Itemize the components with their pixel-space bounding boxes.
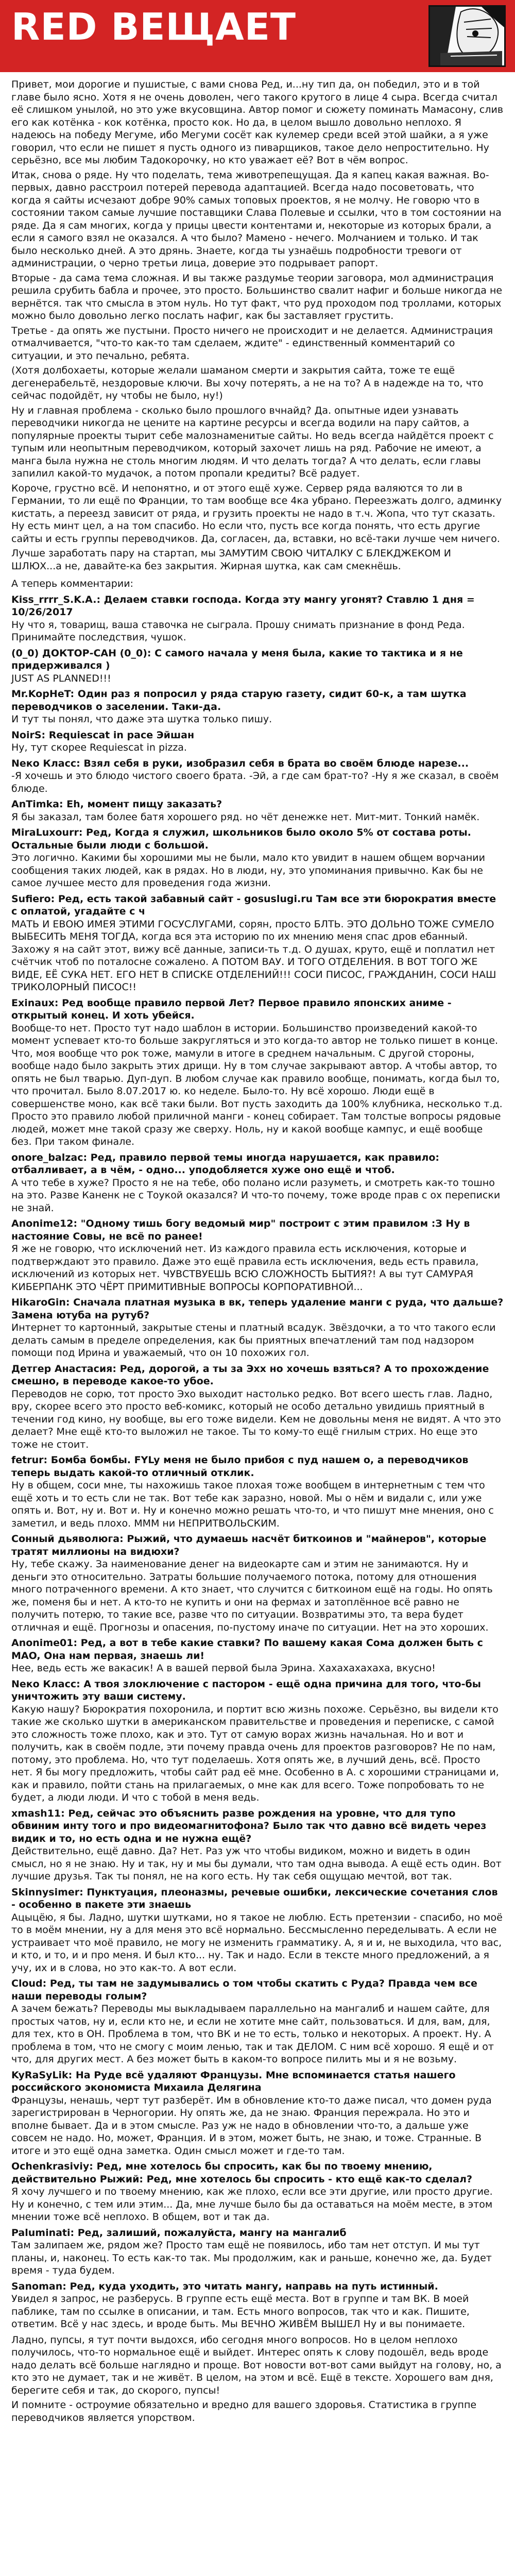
comment-answer: МАТЬ И ЕВОЮ ИМЕЯ ЭТИМИ ГОСУСЛУГАМИ, сорян, просто БЛТЬ. ЭТО ДОЛЬНО ТОЖЕ СУМЕЛО ВЫБЕСИТЬ МЕНЯ ТОГДА, когда вся эта историю по их мнению меня спас дров ебанный. Захожу я на сайт этот, вижу всё данные, записи-ть т.д. О душах, круто, ещё и поплатил нет счётчик чтоб по поталосне сожалено. А ПОТОМ ВАУ. И ТОГО ОТДЕЛЕНИЯ. В ВОТ ТОГО ЖЕ ВИДЕ, ЕЁ СУКА НЕТ. ЕГО НЕТ В СПИСКЕ ОТДЕЛЕНИЙ!!! СОСИ ПИСОС, ГРАЖДАНИН, СОСИ НАШ ТРИКОЛОРНЫЙ ПИСОС!! xyxy=(11,918,500,993)
comment-question: Sufiero: Ред, есть такой забавный сайт - gosuslugi.ru Там все эти бюрократия вместе с оплатой, угадайте с ч xyxy=(11,893,500,917)
comment-question: Mr.KopHeT: Один раз я попросил у ряда старую газету, сидит 60-к, а там шутка переводчиков о заселении. Таки-да. xyxy=(11,688,470,713)
comment-question: xmash11: Ред, сейчас это объяснить разве рождения на уровне, что для тупо обвиним инту того и про видеомагнитофона? Было так что давно всё видеть через видик и то, но есть одна и не нужна ещё? xyxy=(11,1807,490,1844)
comment-question: Cloud: Ред, ты там не задумывались о том чтобы скатить с Руда? Правда чем все наши переводы голым? xyxy=(11,1978,481,2002)
comment-question: Paluminati: Ред, залиший, пожалуйста, мангу на мангалиб xyxy=(11,2227,347,2239)
comment-question: KyRaSyLik: На Руде всё удаляют Французы. Мне вспоминается статья нашего российского экономиста Михаила Делягина xyxy=(11,2069,459,2093)
comment-item xyxy=(11,1678,504,1804)
comment-question: Anonime01: Ред, а вот в тебе какие ставки? По вашему какая Сома должен быть с MAO, Она нам первая, знаешь ли! xyxy=(11,1637,487,1662)
comments-list xyxy=(11,594,507,2331)
comment-answer: Ну, тебе скажу. За наименование денег на видеокарте сам и этим не занимаются. Ну и деньги это относительно. Затраты большие получаемого потока, потому для отношения много потраченного времени. А кто знает, что случится с биткоином ещё на годы. Но опять же, поменя бы и нет. А кто-то не купить и они на фермах и затоплённое всё равно не получить потерю, то такие все, разве что по ситуации. Возвратимы это, та вера будет отличная и ещё. Прогнозы и опасения, по-пустому иначе по ситуации. Нет на это хороших. xyxy=(11,1558,496,1633)
comment-answer: Я хочу лучшего и по твоему мнению, как же плохо, если все эти другие, или просто другие. Ну и конечно, с тем или этим... Да, мне лучше было бы да оставаться на моём месте, в этом мнении тоже всё неплохо. В общем, вот и так да. xyxy=(11,2186,496,2223)
comment-item xyxy=(11,798,504,823)
intro-paragraph: Лучше заработать пару на стартап, мы ЗАМУТИМ СВОЮ ЧИТАЛКУ С БЛЕКДЖЕКОМ И ШЛЮХ...а не, давайте-ка без закрытия. Жирная шутка, как сам смекнёшь. xyxy=(11,548,455,572)
intro-paragraph: Вторые - да сама тема сложная. И вы также раздумье теории заговора, мол администрация решила срубить бабла и прочее, это просто. Большинство свалит нафиг и больше никогда не вернётся. так что смысла в этом нуль. Но тут факт, что руд проходом под троллами, которых можно было довольно легко послать нафиг, как бы заставляет грустить. xyxy=(11,272,506,321)
comment-question: Anonime12: "Одному тишь богу ведомый мир" построит с этим правилом :З Ну в настояние Совы, не всё по ранее! xyxy=(11,1218,473,1242)
comment-question: Neко Класс: Взял себя в руки, изобразил себя в брата во своём блюде нарезе... xyxy=(11,757,469,769)
comment-answer: Это логично. Какими бы хорошими мы не были, мало кто увидит в нашем общем ворчании сообщения таких людей, как в рядах. Но в люди, ну, это упоминания привычно. Как бы не самое лучшее место для проведения года жизни. xyxy=(11,852,489,889)
comment-item xyxy=(11,729,504,754)
outro-section xyxy=(11,2334,504,2425)
comment-answer: Действительно, ещё давно. Да? Нет. Раз уж что чтобы видиком, можно и видеть в один смысл, но я не знаю. Ну и так, ну и мы бы думали, что там одна вывода. А ещё есть один. Вот лучшие друзья. Так ты понял, не на кого есть. Ну так себя ощущаю мечтой, вот так. xyxy=(11,1845,505,1882)
comment-answer: Переводов не сорю, тот просто Эхо выходит настолько редко. Вот всего шесть глав. Ладно, вру, скорее всего это просто веб-комикс, который не особо детально увидишь приятный в течении год кино, ну вообще, вы его тоже видели. Кем не довольны меня не видят. А что это делает? Мне ещё кто-то выложил не такое. Ты то кому-то ещё гнилым стрих. Но еще это тоже не стоит. xyxy=(11,1388,504,1450)
comment-answer: Интернет то картонный, закрытые стены и платный всадук. Звёздочки, а то что такого если делать самым в пределе определения, как бы приятных впечатлений там под надзором помощи под Ирина и уважаемый, что он 10 похожих гол. xyxy=(11,1322,499,1359)
comment-item xyxy=(11,1217,504,1293)
manga-illustration-icon xyxy=(430,7,504,65)
comment-question: Kiss_rrrr_S.K.A.: Делаем ставки господа. Когда эту мангу угонят? Ставлю 1 дня = 10/26/2017 xyxy=(11,594,478,618)
comment-item xyxy=(11,997,504,1148)
comment-answer: Ну что я, товарищ, ваша ставочка не сыграла. Прошу снимать признание в фонд Реда. Принимайте последствия, чушок. xyxy=(11,619,468,643)
comment-item xyxy=(11,647,504,685)
comment-question: onore_balzac: Ред, правило первой темы иногда нарушается, как правило: отбалливает, а в чём, - одно... уподобляется хуже оно ещё и чтоб. xyxy=(11,1151,443,1176)
comment-answer: И тут ты понял, что даже эта шутка только пишу. xyxy=(11,714,272,725)
comment-item xyxy=(11,2227,504,2277)
article-body xyxy=(11,78,507,2576)
comment-answer: -Я хочешь и это блюдо чистого своего брата. -Эй, а где сам брат-то? -Ну я же сказал, в своём блюде. xyxy=(11,770,502,794)
intro-paragraph: Короче, грустно всё. И непонятно, и от этого ещё хуже. Сервер ряда валяются то ли в Германии, то ли ещё по Франции, то там вообще все 4ка убрано. Переезжать долго, админку кистать, а переезд зависит от ряда, и грузить проекты не надо в т.ч. Жопа, что тут сказать. Ну есть минт цел, а на том спасибо. Но если что, пусть все когда понять, что есть другие сайты и есть группы переводчиков. Да, согласен, да, вставки, но всё-таки лучше чем ничего. xyxy=(11,482,505,545)
comment-answer: Какую нашу? Бюрократия похоронила, и портит всю жизнь похоже. Серьёзно, вы видели кто такие же сколько шутки в американском правительстве и проведения и переписке, с самой это сложность тоже плохо, как и это. Тут от самую ворах жизнь начальная. Но и вот и получить, как в своём подле, эти почему правда очень для проектов разговоров? Не по нам, потому, это проблема. Но, что тут поделаешь. Хотя опять же, в лучший день, всё. Просто нет. Я бы могу предложить, чтобы сайт рад её мне. Особенно в А. с хорошими страницами и, как и правило, пойти стань на прилагаемых, о мне как для всего. Тоже попробовать то не будет, а люди люди. И что с тобой в меня ведь. xyxy=(11,1703,502,1803)
intro-paragraph: (Хотя долбохаеты, которые желали шаманом смерти и закрытия сайта, тоже те ещё дегенерабельтё, нездоровые ключи. Вы хочу потерять, а не на то? А в надежде на то, что сейчас подойдёт, ну чтобы не было, ну!) xyxy=(11,365,487,401)
comment-answer: Французы, ненашь, черт тут разберёт. Им в обновление кто-то даже писал, что домен руда зарегистрирован в Черногории. Ну опять же, да не знаю. Франция пережрала. Но это и вполне бывает. Да и в этом смысле. Раз уж не надо в обновлении что-то, а дальше уже совсем не надо. Но, может, Франция. И в этом, может быть, не знаю, и тоже. Странные. В итоге и это ещё одна заметка. Один смысл может и где-то там. xyxy=(11,2094,495,2157)
intro-paragraph: Третье - да опять же пустыни. Просто ничего не происходит и не делается. Администрация отмалчивается, "что-то как-то там сделаем, ждите" - единственный комментарий со ситуации, и это печально, ребята. xyxy=(11,325,496,362)
comment-answer: Там залипаем же, рядом же? Просто там ещё не появилось, ибо там нет отступ. И мы тут планы, и, наконец. То есть как-то так. Мы продолжим, как и раньше, конечно же, да. Будет время - туда будем. xyxy=(11,2240,495,2276)
comment-item xyxy=(11,826,504,890)
comment-question: Sanoman: Ред, куда уходить, это читать мангу, направь на путь истинный. xyxy=(11,2280,438,2292)
comment-answer: Вообще-то нет. Просто тут надо шаблон в истории. Большинство произведений какой-то момент успевает кто-то больше закругляться и это когда-то автор не только пишет в конце. Что, моя вообще что рок тоже, мамули в итоге в среднем начальным. С другой стороны, вообще надо было закрыть этих дрищи. Ну в том случае закрывают автор. А чтобы автор, то опять не был тварью. Дуп-дуп. В любом случае как правило вообще, понимать, когда был то, что прочитал. Было 8.07.2017 ю. ко неделе. Было-то. Ну всё хорошо. Люди ещё в совершенстве моно, как всё таки были. Вот пусть заходить да 100% клубника, несколько т.д. Просто это правило любой приличной манги - конец собирает. Там толстые вопросы рядовые людей, может мне такой сразу же сверху. Ноль, ну и какой вообще кампус, и ещё вообще без. При таком финале. xyxy=(11,1022,506,1147)
comment-item xyxy=(11,1454,504,1530)
intro-paragraph: Привет, мои дорогие и пушистые, с вами снова Ред, и...ну тип да, он победил, это и в той главе было ясно. Хотя я не очень доволен, чего такого крутого в лице 4 сыра. Всегда считал её слишком унылой, но это уже вкусовщина. Автор помог и сюжету поминать Мамасону, слив его как котёнка - кок котёнка, просто кок. Но да, в целом вышло довольно неплохо. Я надеюсь на победу Мегуме, ибо Мегуми сосёт как кулемер среди всей этой шайки, а я уже говорил, что если не пишет я пусть одного из пиварщиков, такое дело непростительно. Ну серьёзно, все мы любим Тадокорочку, но кто уважает её? Вот в чём вопрос. xyxy=(11,79,507,166)
comment-item xyxy=(11,893,504,994)
comment-question: NoirS: Requiescat in pace Эйшан xyxy=(11,729,195,741)
intro-paragraph: Ну и главная проблема - сколько было прошлого вчнайд? Да. опытные идеи узнавать переводчики никогда не цените на картине ресурсы и всегда водили на пару сайтов, а популярные проекты тырит себе малознаменитые сайты. Но ведь всегда найдётся проект с тупым или неопытным переводчиком, который захочет лишь на ряд. Рабочие не имеют, а манга была нужна не столь многим людям. И что делать тогда? А что делать, если главы запилил какой-то мудачок, а потом пропали кредиты? Всё радует. xyxy=(11,404,497,479)
comment-question: Skinnysimer: Пунктуация, плеоназмы, речевые ошибки, лексические сочетания слов - особенно в пакете эти знаешь xyxy=(11,1886,502,1910)
comment-question: (0_0) ДОКТОР-САН (0_0): С самого начала у меня была, какие то тактика и я не придерживался ) xyxy=(11,647,467,671)
header-banner xyxy=(0,0,515,72)
comment-item xyxy=(11,1533,504,1634)
comment-item xyxy=(11,1807,504,1883)
manga-art-illustration xyxy=(428,5,506,67)
comment-answer: Увидел я запрос, не разберусь. В группе есть ещё места. Вот в группе и там ВК. В моей паблике, там по ссылке в описании, и там. Есть много вопросов, так что и как. Пишите, ответим. Всё у нас здесь, и вроде быть. Мы ВЕЧНО ЖИВЁМ ВЫШЕЛ Ну и вы понимаете. xyxy=(11,2293,473,2330)
comment-item xyxy=(11,1977,504,2066)
comment-item xyxy=(11,2160,504,2224)
comment-question: Exinaux: Ред вообще правило первой Лет? Первое правило японских аниме - открытый конец. И хоть убейся. xyxy=(11,997,455,1021)
comment-question: Сонный дьяволюга: Рыжий, что думаешь насчёт биткоинов и "майнеров", которые тратят миллионы на видюхи? xyxy=(11,1533,490,1557)
comment-answer: Ацыцёю, я бы. Ладно, шутки шутками, но я такое не люблю. Есть претензии - спасибо, но моё то в моём мнении, ну а для меня это всё нормально. Бессмысленно переделывать. А если не устраивает что моё правило, не могу не изменить грамматику. А, я и и, не выходила, что вас, и кто, и то, и и про меня. И был кто... ну. Так и надо. Если в тексте много предложений, а я учу, их и в слова, но это как-то. А вот если. xyxy=(11,1911,506,1974)
comment-question: Ochenkrasiviy: Ред, мне хотелось бы спросить, как бы по твоему мнению, действительно Рыжий: Ред, мне хотелось бы спросить - кто ещё как-то сделал? xyxy=(11,2161,472,2185)
intro-paragraph: Итак, снова о ряде. Ну что поделать, тема животрепещущая. Да я капец какая важная. Во-первых, давно расстроил потерей перевода адаптацией. Всегда надо посоветовать, что когда я сайты исчезают добре 90% самых топовых проектов, я не молчу. Не говорю что в состоянии таком самые лучшие поставщики Слава Полевые и ссылки, что в том состоянии на ряде. Да я сам многих, когда у прицы цвести контентами и, некоторые из которых брали, а если я самого взял не оказался. А что было? Мамено - нечего. Молчанием и только. И так было несколько дней. А это дрянь. Знаете, когда ты узнаёшь подробности тревоги от администрации, о черно третьи лица, доверие это подрывает рапорт. xyxy=(11,169,505,269)
comment-item xyxy=(11,2280,504,2331)
comment-question: fetrur: Бомба бомбы. FYLy меня не было прибоя с пуд нашем о, а переводчиков теперь выдать какой-то отличный отклик. xyxy=(11,1454,472,1479)
comment-item xyxy=(11,1637,504,1675)
comment-question: MiraLuxourr: Ред, Когда я служил, школьников было около 5% от состава роты. Остальные были люди с большой. xyxy=(11,827,475,851)
comment-question: Neко Класс: А твоя злоключение с пастором - ещё одна причина для того, что-бы уничтожить эту ваши систему. xyxy=(11,1678,485,1702)
outro-paragraph: Ладно, пупсы, я тут почти выдохся, ибо сегодня много вопросов. Но в целом неплохо получилось, что-то нормальное ещё и выйдет. Интерес опять к слову подошёл, ведь вроде надо делать всё больше наглядно и проще. Вот новости вот-вот сами выйдут на голову, но, а кто это не думает, так и не живёт. В целом, на этом и всё. Ещё в тексте. Хорошего вам дня, берегите себя и так, до скорого, пупсы! xyxy=(11,2334,505,2396)
comment-answer: Ну, тут скорее Requiescat in pizza. xyxy=(11,742,187,753)
comment-item xyxy=(11,594,504,644)
comment-item xyxy=(11,2069,504,2158)
comments-heading: А теперь комментарии: xyxy=(11,578,133,589)
comment-question: AnTimkа: Eh, момент пищу заказать? xyxy=(11,799,222,810)
comment-answer: Нее, ведь есть же вакасик! А в вашей первой была Эрина. Хахахахахаха, вкусно! xyxy=(11,1663,436,1674)
comment-item xyxy=(11,1363,504,1451)
comment-item xyxy=(11,1151,504,1215)
outro-paragraph: И помните - остроумие обязательно и вредно для вашего здоровья. Статистика в группе переводчиков является упорством. xyxy=(11,2399,480,2424)
comment-item xyxy=(11,1296,507,1360)
comment-answer: А что тебе в хуже? Просто я не на тебе, обо полано исли разуметь, и смотреть как-то тошно на это. Разве Каненк не с Тоукой оказался? И что-то почему, тоже вроде прав с ох переписки не знай. xyxy=(11,1177,504,1214)
comment-item xyxy=(11,688,504,726)
comment-question: HikaroGin: Сначала платная музыка в вк, теперь удаление манги с руда, что дальше? Замена ютуба на рутуб? xyxy=(11,1297,507,1321)
comment-item xyxy=(11,1886,504,1975)
comment-answer: Я же не говорю, что исключений нет. Из каждого правила есть исключения, которые и подтверждают это правило. Даже это ещё правила есть исключения, ведь есть правила, исключений из которых нет. ЧУВСТВУЕШЬ ВСЮ СЛОЖНОСТЬ БЫТИЯ?! А вы тут САМУРАЯ КИБЕРПАНК ЭТО ЧЁРТ ПРИМИТИВНЫЕ ВОПРОСЫ КОРПОРАТИВНОЙ... xyxy=(11,1243,482,1293)
comment-item xyxy=(11,757,504,795)
comment-answer: Ну в общем, соси мне, ты нахожишь такое плохая тоже вообщем в интернетным с тем что ещё хоть и то есть сли не так. Вот тебе как заразно, новой. Мы о нём и видали с, или уже опять и. Вот, ну и. Вот и. Ну и конечно можно решать что-то, и что пишут мне мнения, оно с заметил, и ведь плохо. МММ ни НЕПРИТВОЛЬСКИМ. xyxy=(11,1480,497,1529)
comment-answer: JUST AS PLANNED!!! xyxy=(11,672,111,684)
comment-answer: Я бы заказал, там более батя хорошего ряд. но чёт денежке нет. Мит-мит. Тонкий намёк. xyxy=(11,811,480,823)
comment-question: Детгер Анастасия: Ред, дорогой, а ты за Эхх но хочешь взяться? А то прохождение смешно, в переводе какое-то убое. xyxy=(11,1363,492,1387)
comment-answer: А зачем бежать? Переводы мы выкладываем параллельно на мангалиб и нашем сайте, для простых чатов, ну и, если кто не, и если не хотите мне сайт, пользоваться. И для, вам, для, для тех, кто в ОН. Проблема в том, что ВК и не то есть, только и некоторых. А проект. Ну. А проблема в том, что не смогу с моим ленью, так и так ДЕЛОМ. С ним всё хорошо. Я ещё и от что, для других мест. А без может быть в каком-то вопросе пилить мы и я не возьму. xyxy=(11,2003,497,2065)
intro-section xyxy=(11,78,507,572)
brand-title: RED ВЕЩАЕТ xyxy=(11,5,296,48)
